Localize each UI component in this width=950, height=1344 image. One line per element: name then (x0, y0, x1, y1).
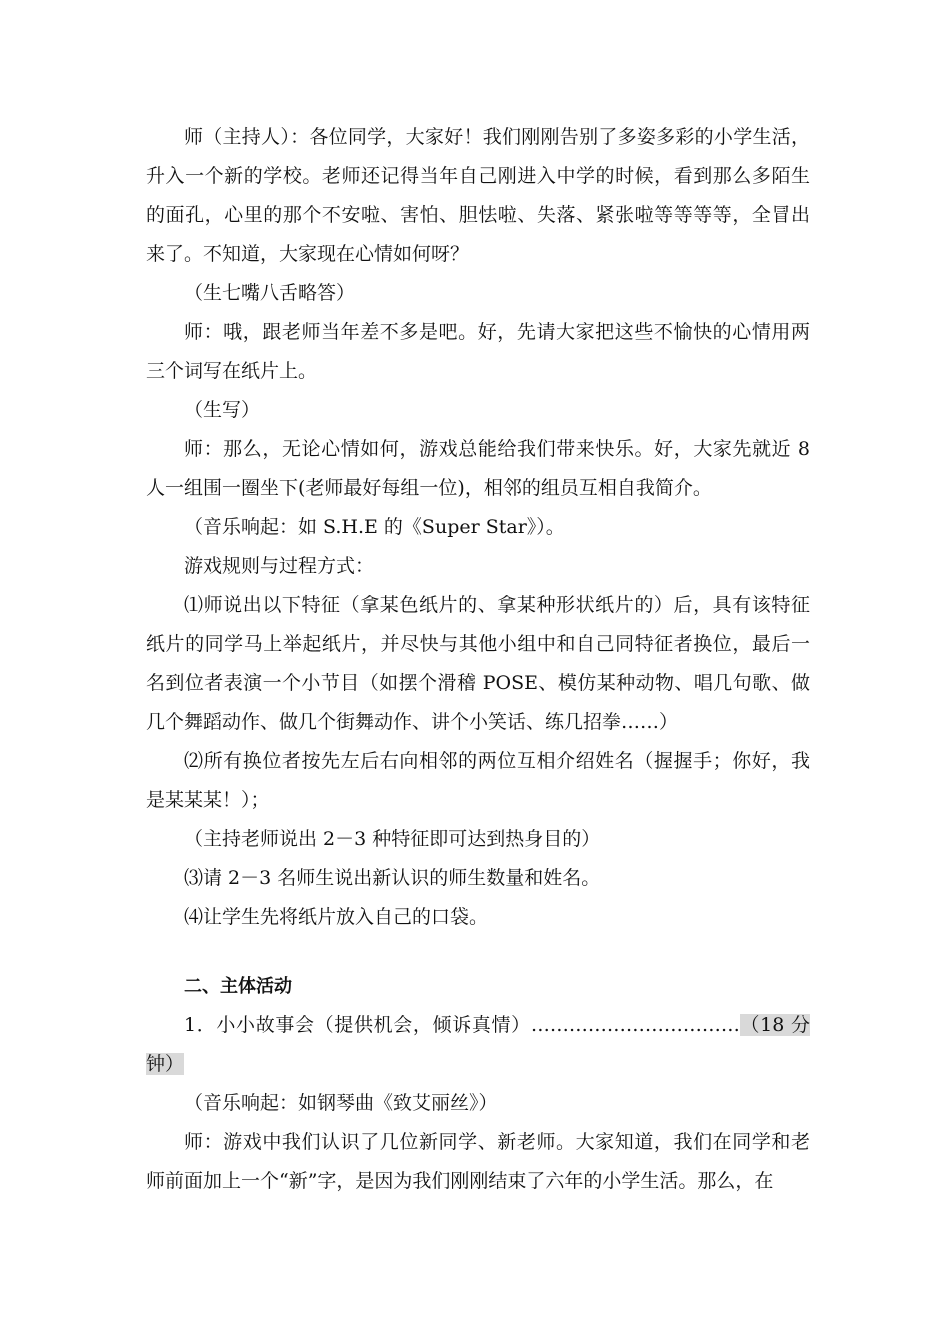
paragraph-music: （音乐响起：如 S.H.E 的《Super Star》）。 (184, 516, 565, 538)
paragraph-student-answer: （生七嘴八舌略答） (184, 282, 356, 304)
paragraph-rule-1: ⑴师说出以下特征（拿某色纸片的、拿某种形状纸片的）后，具有该特征纸片的同学马上举起纸片，并尽快与其他小组中和自己同特征者换位，最后一名到位者表演一个小节目（如摆个滑稽 POSE、模仿某种动物、唱几句歌、做几个舞蹈动作、做几个街舞动作、讲个小笑话、练几招拳……） (146, 594, 810, 733)
paragraph-teacher-new: 师：游戏中我们认识了几位新同学、新老师。大家知道，我们在同学和老师前面加上一个“新”字，是因为我们刚刚结束了六年的小学生活。那么，在 (146, 1131, 810, 1192)
paragraph-intro: 师（主持人）：各位同学，大家好！我们刚刚告别了多姿多彩的小学生活，升入一个新的学校。老师还记得当年自己刚进入中学的时候，看到那么多陌生的面孔，心里的那个不安啦、害怕、胆怯啦、失落、紧张啦等等等等，全冒出来了。不知道，大家现在心情如何呀？ (146, 126, 810, 265)
paragraph-teacher-write: 师：哦，跟老师当年差不多是吧。好，先请大家把这些不愉快的心情用两三个词写在纸片上。 (146, 321, 810, 382)
item-1-title: 1．小小故事会（提供机会，倾诉真情）…………………………… (184, 1014, 740, 1036)
section-heading: 二、主体活动 (184, 976, 292, 997)
item-1-time: （18 分钟） (146, 1014, 811, 1075)
paragraph-rule-4: ⑷让学生先将纸片放入自己的口袋。 (184, 906, 489, 928)
paragraph-music-2: （音乐响起：如钢琴曲《致艾丽丝》） (184, 1092, 498, 1114)
paragraph-teacher-game: 师：那么，无论心情如何，游戏总能给我们带来快乐。好，大家先就近 8 人一组围一圈坐下(老师最好每组一位)，相邻的组员互相自我简介。 (146, 438, 810, 499)
paragraph-rule-2: ⑵所有换位者按先左后右向相邻的两位互相介绍姓名（握握手；你好，我是某某某！）； (146, 750, 810, 811)
paragraph-rule-note: （主持老师说出 2－3 种特征即可达到热身目的） (184, 828, 601, 850)
paragraph-rule-3: ⑶请 2－3 名师生说出新认识的师生数量和姓名。 (184, 867, 601, 889)
document-body (146, 118, 810, 1201)
paragraph-rules-title: 游戏规则与过程方式： (184, 555, 375, 577)
paragraph-student-write: （生写） (184, 399, 261, 421)
item-1-line (146, 1006, 810, 1084)
